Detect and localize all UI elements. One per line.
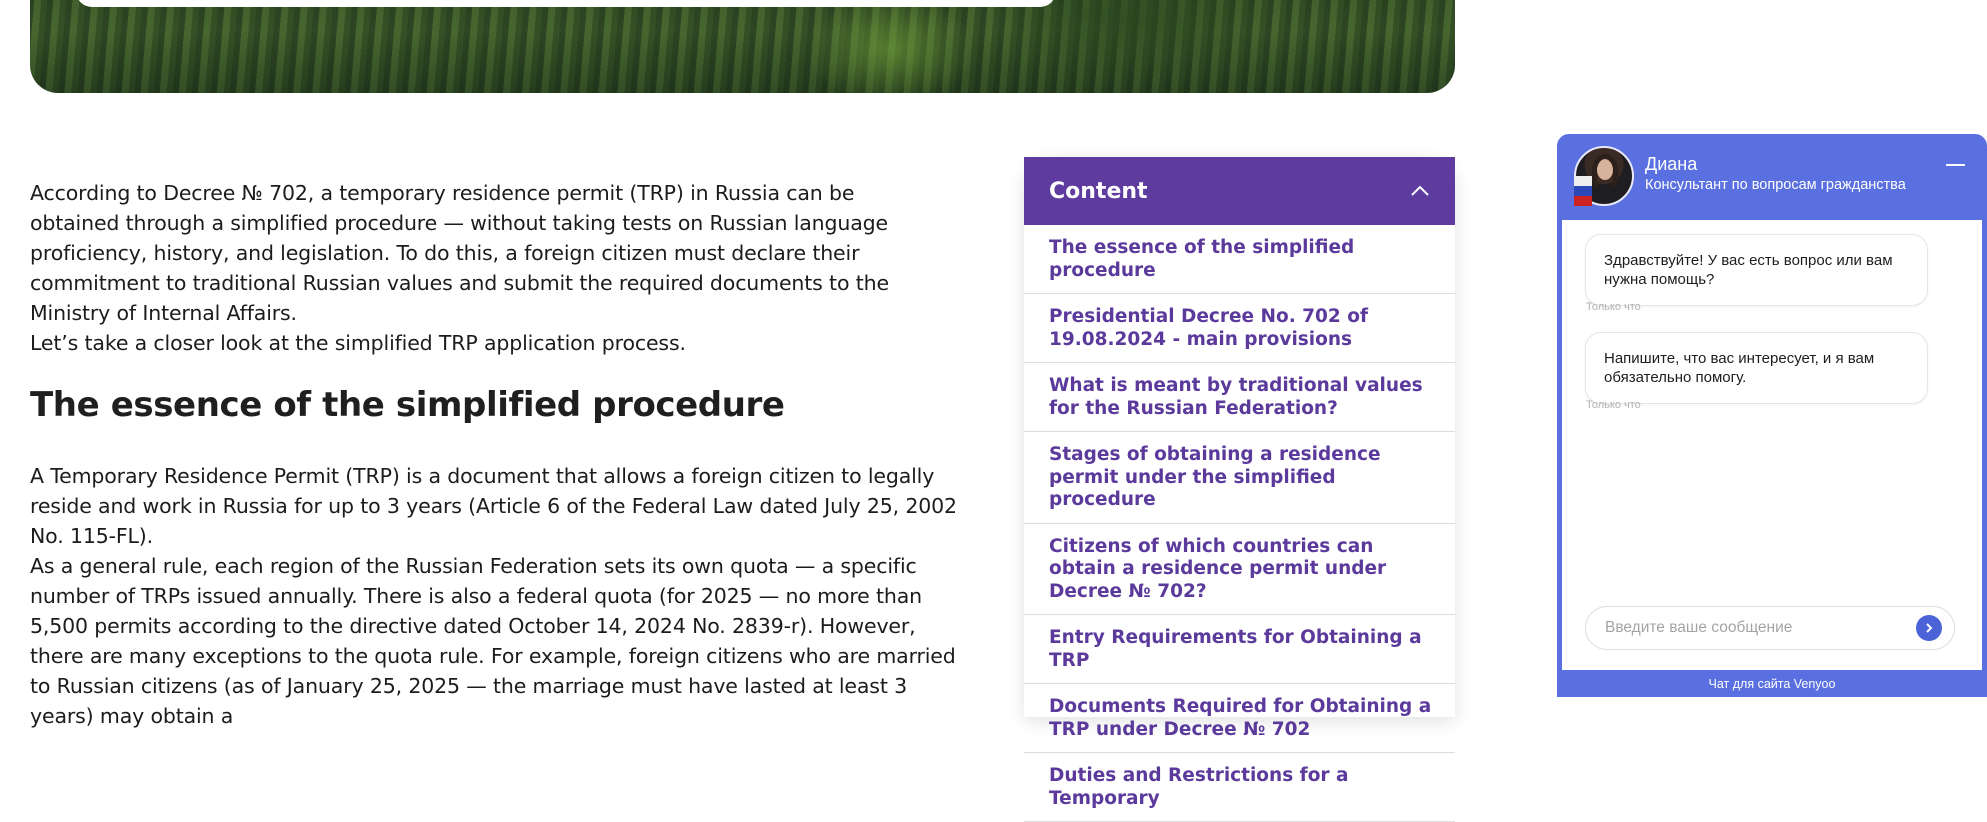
minimize-icon[interactable] [1946,164,1965,166]
message-time: Только что [1586,301,1641,313]
toc-link[interactable]: Duties and Restrictions for a Temporary [1024,753,1455,822]
chat-message: Здравствуйте! У вас есть вопрос или вам нужна помощь? [1585,234,1928,306]
chat-footer[interactable]: Чат для сайта Venyoo [1708,677,1836,691]
avatar [1574,146,1634,206]
chat-widget [1557,134,1987,697]
toc-link[interactable]: The essence of the simplified procedure [1024,225,1455,294]
toc-list [1024,225,1455,822]
message-input[interactable] [1605,619,1916,637]
toc-link[interactable]: Entry Requirements for Obtaining a TRP [1024,615,1455,684]
toc-title: Content [1049,178,1148,204]
agent-name: Диана [1645,154,1698,174]
toc-header[interactable] [1024,157,1455,225]
body-paragraph: A Temporary Residence Permit (TRP) is a document that allows a foreign citizen to legally reside and work in Russia for up to 3 years (Article 6 of the Federal Law dated July 25, 2002 No. 115-FL). [30,464,957,548]
toc-link[interactable]: What is meant by traditional values for the Russian Federation? [1024,363,1455,432]
hero-search-bar[interactable] [76,0,1056,7]
toc-link[interactable]: Presidential Decree No. 702 of 19.08.2024 - main provisions [1024,294,1455,363]
send-arrow-icon[interactable] [1916,615,1942,641]
chat-input-box[interactable] [1585,606,1955,650]
table-of-contents [1024,157,1455,809]
chat-message: Напишите, что вас интересует, и я вам обязательно помогу. [1585,332,1928,404]
section-heading: The essence of the simplified procedure [30,385,785,425]
intro-paragraph-2: Let’s take a closer look at the simplified TRP application process. [30,331,686,355]
body-paragraph-2: As a general rule, each region of the Russian Federation sets its own quota — a specific number of TRPs issued annually. There is also a federal quota (for 2025 — no more than 5,500 permits according to the directive dated October 14, 2024 No. 2839-r). However, there are many exceptions to the quota rule. For example, foreign citizens who are married to Russian citizens (as of January 25, 2025 — the marriage must have lasted at least 3 years) may obtain a [30,554,956,728]
agent-role: Консультант по вопросам гражданства [1645,177,1906,193]
intro-paragraph: According to Decree № 702, a temporary residence permit (TRP) in Russia can be obtained through a simplified procedure — without taking tests on Russian language proficiency, history, and legislation. To do this, a foreign citizen must declare their commitment to traditional Russian values and submit the required documents to the Ministry of Internal Affairs. [30,181,889,325]
article-content [30,178,985,731]
message-time: Только что [1586,399,1641,411]
chat-header [1557,134,1987,220]
hero-forest-image [30,0,1455,93]
toc-link[interactable]: Documents Required for Obtaining a TRP under Decree № 702 [1024,684,1455,753]
toc-link[interactable]: Citizens of which countries can obtain a residence permit under Decree № 702? [1024,524,1455,616]
chat-messages [1562,220,1982,670]
chevron-up-icon[interactable] [1409,180,1431,202]
toc-link[interactable]: Stages of obtaining a residence permit under the simplified procedure [1024,432,1455,524]
